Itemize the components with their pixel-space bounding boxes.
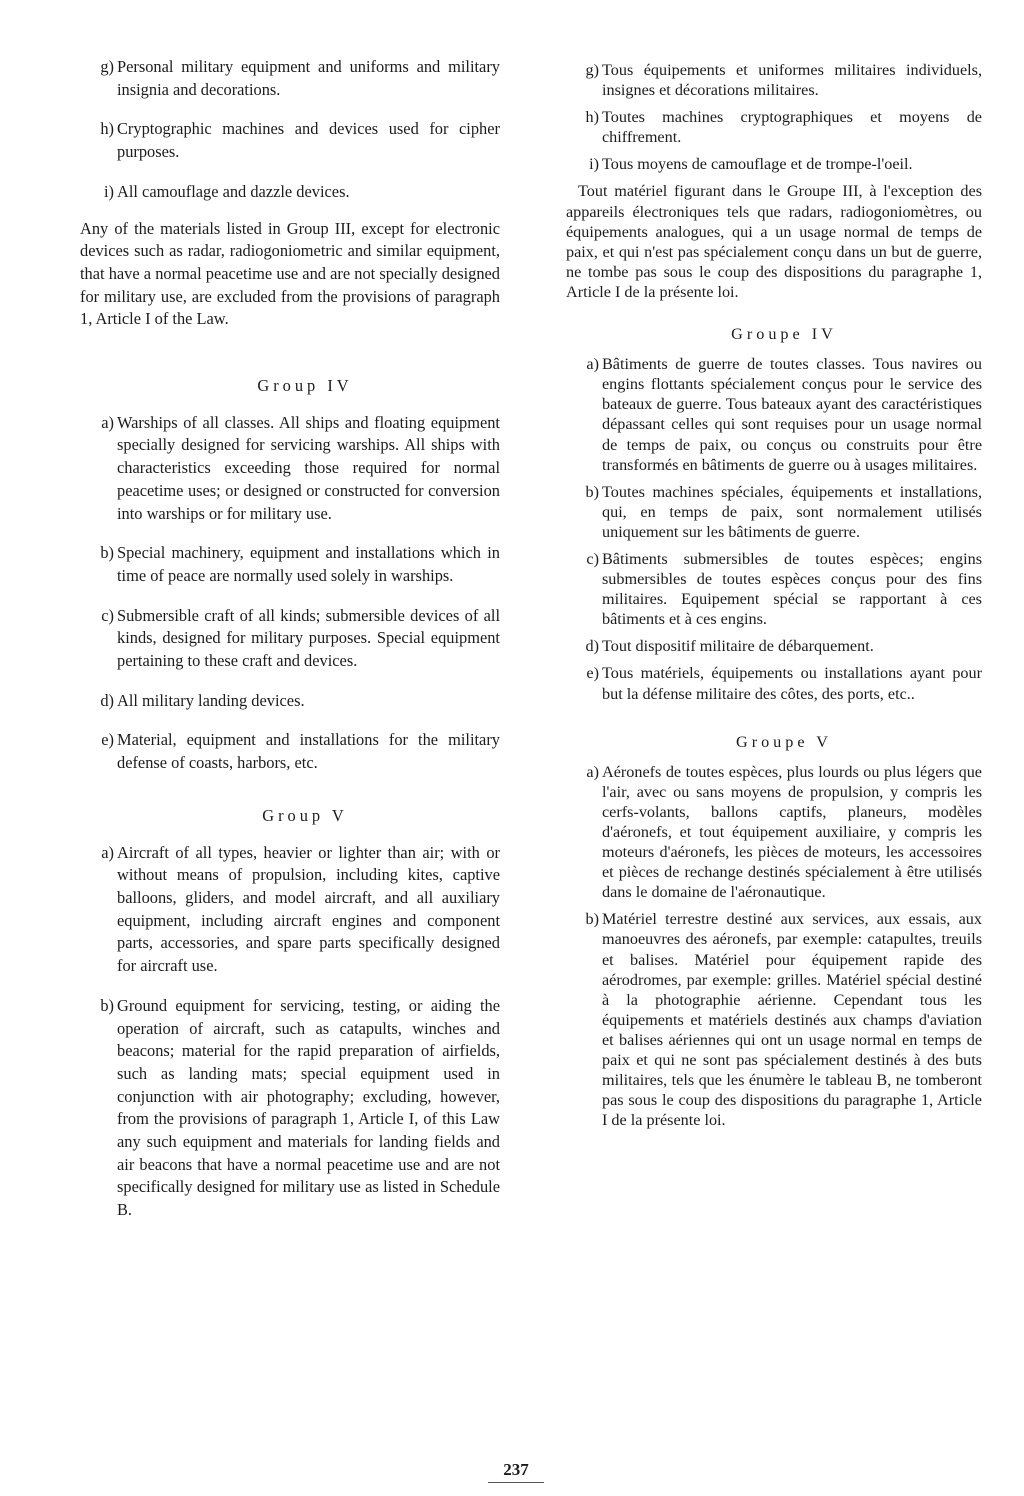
item-label: b) bbox=[100, 995, 114, 1015]
group3-note: Tout matériel figurant dans le Groupe III, à l'exception des appareils électroniques tels que radars, radiogoniomètres, ou équipements analogues, qui a un usage normal de temps de paix, et qui n'est pas spécialement conçu dans un but de guerre, ne tombe pas sous le coup des dispositions du paragraphe 1, Article I de la présente loi. bbox=[566, 182, 982, 301]
item-label: b) bbox=[100, 543, 114, 563]
list-item bbox=[566, 549, 982, 629]
item-text: Aircraft of all types, heavier or lighter than air; with or without means of propulsion, including kites, captive balloons, gliders, and model aircraft, and all auxiliary equipment, including aircraft engines and component parts, accessories, and spare parts specifically designed for aircraft use. bbox=[117, 842, 500, 976]
list-item bbox=[80, 181, 500, 204]
item-text: Cryptographic machines and devices used for cipher purposes. bbox=[117, 119, 500, 162]
list-item bbox=[566, 107, 982, 147]
item-label: b) bbox=[585, 910, 599, 929]
item-text: Tous matériels, équipements ou installations ayant pour but la défense militaire des côtes, des ports, etc.. bbox=[602, 664, 982, 703]
list-item bbox=[80, 412, 500, 526]
item-label: b) bbox=[585, 482, 599, 501]
item-text: Submersible craft of all kinds; submersible devices of all kinds, designed for military purposes. Special equipment pertaining to these craft and devices. bbox=[117, 605, 500, 671]
item-label: a) bbox=[586, 355, 599, 374]
item-text: Tous équipements et uniformes militaires individuels, insignes et décorations militaires. bbox=[602, 61, 982, 100]
item-label: g) bbox=[100, 57, 114, 76]
list-item bbox=[80, 542, 500, 587]
item-label: a) bbox=[586, 762, 599, 781]
item-text: Toutes machines cryptographiques et moyens de chiffrement. bbox=[602, 108, 982, 147]
item-label: a) bbox=[101, 842, 114, 862]
group3-note: Any of the materials listed in Group III, except for electronic devices such as radar, radiogoniometric and similar equipment, that have a normal peacetime use and are not specially designed for military use, are excluded from the provisions of paragraph 1, Article I of the Law. bbox=[80, 218, 500, 329]
item-label: c) bbox=[101, 605, 114, 625]
item-text: Material, equipment and installations for the military defense of coasts, harbors, etc. bbox=[117, 730, 500, 773]
list-item bbox=[566, 482, 982, 542]
list-item bbox=[566, 663, 982, 703]
item-text: Personal military equipment and uniforms and military insignia and decorations. bbox=[117, 57, 500, 99]
group5-heading: Group V bbox=[262, 805, 348, 825]
item-label: e) bbox=[101, 730, 114, 750]
item-label: d) bbox=[100, 690, 114, 710]
item-text: Tous moyens de camouflage et de trompe-l'oeil. bbox=[602, 155, 913, 174]
list-item bbox=[566, 636, 982, 656]
list-item bbox=[80, 729, 500, 774]
item-label: i) bbox=[589, 155, 599, 174]
group4-heading: Groupe IV bbox=[731, 325, 837, 344]
item-text: Special machinery, equipment and installations which in time of peace are normally used solely in warships. bbox=[117, 543, 500, 585]
item-label: d) bbox=[585, 637, 599, 656]
item-text: Aéronefs de toutes espèces, plus lourds ou plus légers que l'air, avec ou sans moyens de propulsion, y compris les cerfs-volants, ballons captifs, planeurs, modèles d'aéronefs, et tout équipement auxiliaire, y compris les moteurs d'aéronefs, les pièces de moteurs, les accessoires et pièces de rechange destinés spécialement à être utilisés dans le domaine de l'aéronautique. bbox=[602, 762, 982, 902]
item-text: Bâtiments submersibles de toutes espèces; engins submersibles de toutes espèces conçus pour des fins militaires. Equipement spécial se rapportant à ces bâtiments et à ces engins. bbox=[602, 549, 982, 629]
item-label: h) bbox=[100, 119, 114, 139]
french-column bbox=[566, 50, 982, 1137]
group4-heading: Group IV bbox=[257, 376, 353, 396]
page-number-text: 237 bbox=[503, 1460, 529, 1479]
item-text: Ground equipment for servicing, testing, or aiding the operation of aircraft, such as catapults, winches and beacons; material for the rapid preparation of airfields, such as landing mats; special equipment used in conjunction with air photography; excluding, however, from the provisions of paragraph 1, Article I, of this Law any such equipment and materials for landing fields and air beacons that have a normal peacetime use and are not specifically designed for military use as listed in Schedule B. bbox=[117, 995, 500, 1220]
list-item bbox=[80, 842, 500, 978]
item-text: Warships of all classes. All ships and floating equipment specially designed for servicing warships. All ships with characteristics exceeding those required for normal peacetime uses; or designed or constructed for conversion into warships or for military use. bbox=[117, 412, 500, 523]
item-text: All military landing devices. bbox=[117, 690, 305, 710]
list-item bbox=[80, 605, 500, 673]
list-item bbox=[80, 690, 500, 713]
list-item bbox=[566, 762, 982, 903]
item-label: h) bbox=[585, 108, 599, 127]
english-column bbox=[80, 50, 500, 1239]
list-item bbox=[566, 60, 982, 100]
list-item bbox=[80, 995, 500, 1222]
item-label: e) bbox=[586, 664, 599, 683]
item-label: g) bbox=[585, 61, 599, 79]
item-label: c) bbox=[586, 549, 599, 568]
list-item bbox=[566, 154, 982, 174]
page-number bbox=[488, 1460, 544, 1483]
item-label: a) bbox=[101, 412, 114, 432]
item-text: Toutes machines spéciales, équipements et installations, qui, en temps de paix, sont normalement utilisés uniquement sur les bâtiments de guerre. bbox=[602, 482, 982, 541]
list-item bbox=[80, 118, 500, 163]
item-label: i) bbox=[103, 181, 114, 201]
item-text: All camouflage and dazzle devices. bbox=[117, 181, 350, 201]
group5-heading: Groupe V bbox=[736, 732, 832, 751]
list-item bbox=[566, 354, 982, 475]
item-text: Matériel terrestre destiné aux services, aux essais, aux manoeuvres des aéronefs, par exemple: catapultes, treuils et balises. Matériel pour équipement rapide des aérodromes, par exemple: grilles. Matériel spécial destiné à la photographie aérienne. Cependant tous les équipements et matériels destinés aux champs d'aviation et balises aériennes qui ont un usage normal en temps de paix et qui ne sont pas spécialement destinés à des buts militaires, tels que les énumère le tableau B, ne tomberont pas sous le coup des dispositions du paragraphe 1, Article I de la présente loi. bbox=[602, 910, 982, 1130]
list-item bbox=[80, 56, 500, 101]
item-text: Tout dispositif militaire de débarquement. bbox=[602, 637, 874, 656]
list-item bbox=[566, 909, 982, 1130]
item-text: Bâtiments de guerre de toutes classes. Tous navires ou engins flottants spécialement conçus pour le service des bateaux de guerre. Tous bateaux ayant des caractéristiques dépassant celles qui sont requises pour un usage normal de temps de paix, ou conçus ou construits pour être transformés en bâtiments de guerre ou à usages militaires. bbox=[602, 355, 982, 474]
